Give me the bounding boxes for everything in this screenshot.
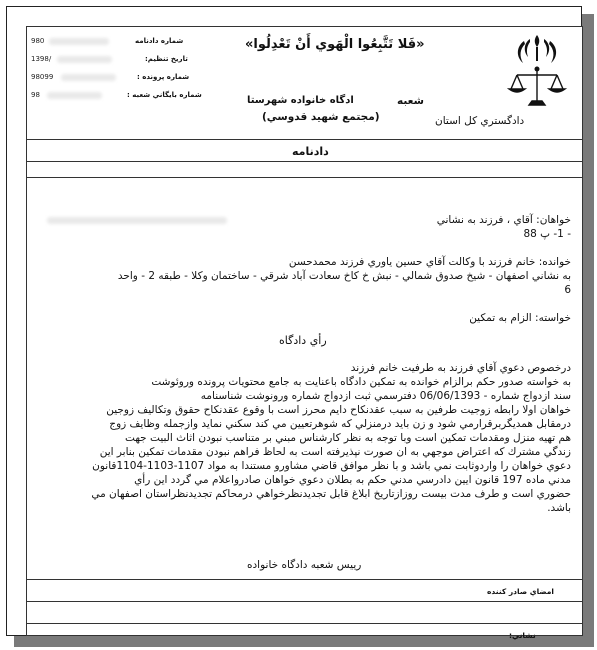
record-number-value: 980 [31, 37, 45, 45]
verdict-line: دعوي خواهان را واردوثابت نمي باشد و با نظر موافق قاضي مشاورو مستندا به مواد 1107-1103-1104قانون [92, 460, 571, 472]
quran-verse: «فَلا تَتَّبِعُوا الْهَوي أَنْ تَعْدِلُوا» [245, 37, 425, 52]
archive-number-label: شماره بايگاني شعبه : [127, 91, 202, 99]
redaction [47, 92, 102, 99]
address-label: نشاني: [509, 631, 536, 640]
verdict-line: خواهان اولا رابطه زوجيت طرفين به سبب عقدنكاح دايم محرز است با وقوع عقدنكاح حقوق وتكاليف زوجين [106, 404, 571, 416]
defendant-address: به نشاني اصفهان - شيخ صدوق شمالي - نبش خ كاخ سعادت آباد شرقي - ساختمان وكلا - طبقه 2 - واحد [117, 270, 571, 282]
court-complex: (مجتمع شهيد قدوسي) [262, 111, 380, 123]
verdict-line: درمقابل همديگربرقرارمي شود و زن بايد درمنزلي كه شوهرتعيين مي كند سكني نمايد وازجمله وظايف زوج [109, 418, 571, 430]
redaction [57, 56, 112, 63]
header [27, 27, 582, 139]
record-number-label: شماره دادنامه [135, 37, 184, 45]
issuer-label: امضاي صادر كننده [487, 587, 554, 596]
verdict-line: هم تهيه منزل ومقدمات تمكين است وبا توجه به نظر كارشناس مبني بر متناسب نبودن اثاث البيت جهت [125, 432, 571, 444]
document-frame [6, 6, 582, 640]
archive-number-value: 98 [31, 91, 40, 99]
verdict-line: سند ازدواج شماره - 06/06/1393 دفترسمي ثبت ازدواج شماره ورونوشت شناسنامه [200, 390, 571, 402]
redaction [49, 38, 109, 45]
divider [27, 161, 582, 162]
defendant-address-unit: 6 [564, 284, 571, 296]
verdict-line: مدني ماده 197 قانون ايين دادرسي مدني حكم به بطلان دعوي خواهان صادرواعلام مي گردد اين رأي [134, 474, 571, 486]
judiciary-emblem-icon [497, 29, 577, 115]
divider [27, 623, 582, 624]
document-sheet [26, 26, 583, 640]
redaction [47, 217, 227, 224]
signature-title: رييس شعبه دادگاه خانواده [247, 559, 362, 571]
court-opinion-title: رأي دادگاه [279, 334, 327, 347]
branch-label: شعبه [397, 95, 424, 107]
date-value: 1398/ [31, 55, 52, 63]
verdict-line: حضوري است و طرف مدت بيست روزازتاريخ ابلاغ قابل تجديدنظرخواهي درمحاكم تجديدنظراستان اصفهان مي [91, 488, 571, 500]
divider [27, 579, 582, 580]
plaintiff-line: خواهان: آقاي ، فرزند به نشاني [436, 214, 571, 226]
judiciary-title: دادگستري كل استان [435, 115, 525, 127]
verdict-line: درخصوص دعوي آقاي فرزند به طرفيت خانم فرزند [350, 362, 571, 374]
case-number-label: شماره پرونده : [137, 73, 190, 81]
divider [27, 177, 582, 178]
verdict-line: باشد. [547, 502, 571, 514]
case-number-value: 98099 [31, 73, 54, 81]
date-label: تاريخ تنظيم: [145, 55, 188, 63]
defendant-line: خوانده: خانم فرزند با وكالت آقاي حسين ياوري فرزند محمدحسن [288, 256, 571, 268]
court-branch: ادگاه خانواده شهرستا [247, 95, 354, 106]
redaction [61, 74, 116, 81]
claim-line: خواسته: الزام به تمكين [469, 312, 571, 324]
document-title: دادنامه [292, 145, 329, 158]
verdict-line: به خواسته صدور حكم برالزام خوانده به تمكين دادگاه باعنايت به جامع محتويات پرونده وروئوشت [151, 376, 571, 388]
divider [27, 601, 582, 602]
verdict-line: زندگي مشترك كه اعتراض موجهي به ان صورت نپذيرفته است به لحاظ فراهم نبودن مقدمات تمكين بنابر اين [99, 446, 571, 458]
divider [27, 139, 582, 140]
plaintiff-address: - 1- پ 88 [523, 228, 571, 240]
